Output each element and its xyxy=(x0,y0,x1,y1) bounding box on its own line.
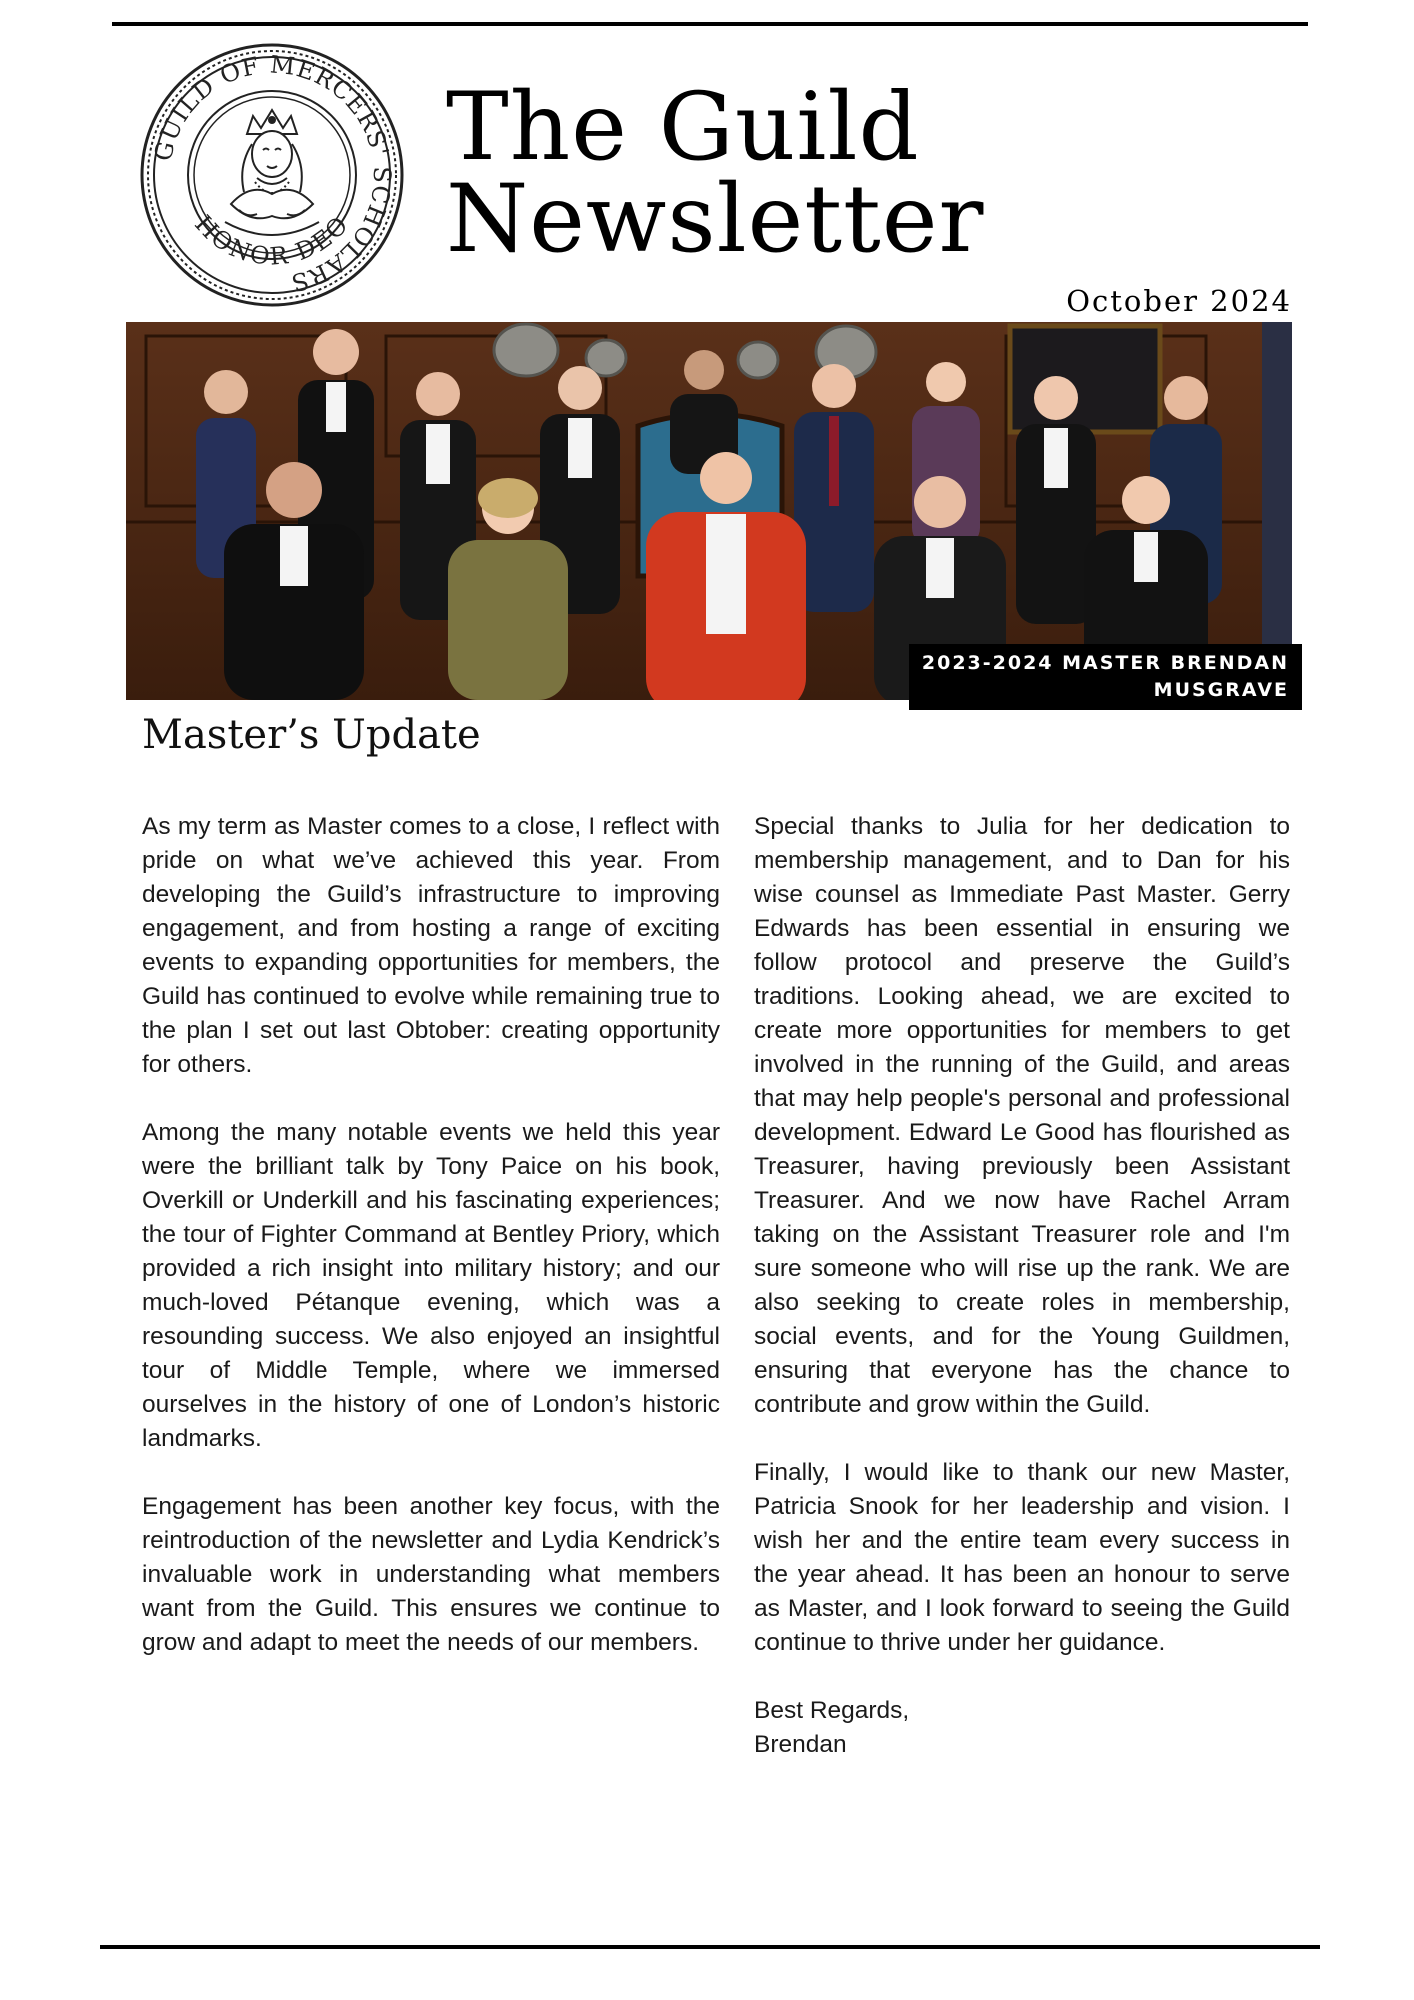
paragraph: Special thanks to Julia for her dedication to membership management, and to Dan for his wise counsel as Immediate Past Master. Gerry Edwards has been essential in ensuring we follow protocol and preserve the Guild’s traditions. Looking ahead, we are excited to create more opportunities for members to get involved in the running of the Guild, and areas that may help people's personal and professional development. Edward Le Good has flourished as Treasurer, having previously been Assistant Treasurer. And we now have Rachel Arram taking on the Assistant Treasurer role and I'm sure someone who will rise up the rank. We are also seeking to create roles in membership, social events, and for the Young Guildmen, ensuring that everyone has the chance to contribute and grow within the Guild. xyxy=(754,813,1290,1418)
title-line-2: Newsletter xyxy=(446,165,985,274)
guild-seal-logo xyxy=(139,42,405,308)
signoff-name: Brendan xyxy=(754,1731,847,1758)
caption-line-2: MUSGRAVE xyxy=(1153,679,1289,701)
title-line-1: The Guild xyxy=(446,73,920,182)
paragraph: Finally, I would like to thank our new Master, Patricia Snook for her leadership and vision. I wish her and the entire team every success in the year ahead. It has been an honour to serve as Master, and I look forward to seeing the Guild continue to thrive under her guidance. xyxy=(754,1459,1290,1656)
signoff xyxy=(754,1694,1290,1762)
paragraph: Among the many notable events we held this year were the brilliant talk by Tony Paice on his book, Overkill or Underkill and his fascinating experiences; the tour of Fighter Command at Bentley Priory, which provided a rich insight into military history; and our much-loved Pétanque evening, which was a resounding success. We also enjoyed an insightful tour of Middle Temple, where we immersed ourselves in the history of one of London’s historic landmarks. xyxy=(142,1119,720,1452)
photo-caption xyxy=(909,644,1302,710)
seal-outer-text: GUILD OF MERCERS' SCHOLARS xyxy=(148,50,397,298)
seal-inner-text: HONOR DEO xyxy=(189,209,355,271)
article-column-right xyxy=(754,810,1290,1796)
issue-date: October 2024 xyxy=(1066,284,1292,318)
section-heading: Master’s Update xyxy=(142,712,481,758)
bottom-rule xyxy=(100,1945,1320,1949)
paragraph: As my term as Master comes to a close, I reflect with pride on what we’ve achieved this year. From developing the Guild’s infrastructure to improving engagement, and from hosting a range of exciting events to expanding opportunities for members, the Guild has continued to evolve while remaining true to the plan I set out last Obtober: creating opportunity for others. xyxy=(142,813,720,1078)
caption-line-1: 2023-2024 MASTER BRENDAN xyxy=(921,652,1289,674)
signoff-greeting: Best Regards, xyxy=(754,1697,910,1724)
article-column-left xyxy=(142,810,720,1694)
paragraph: Engagement has been another key focus, with the reintroduction of the newsletter and Lydia Kendrick’s invaluable work in understanding what members want from the Guild. This ensures we continue to grow and adapt to meet the needs of our members. xyxy=(142,1493,720,1656)
top-rule xyxy=(112,22,1308,26)
newsletter-title xyxy=(446,73,985,274)
